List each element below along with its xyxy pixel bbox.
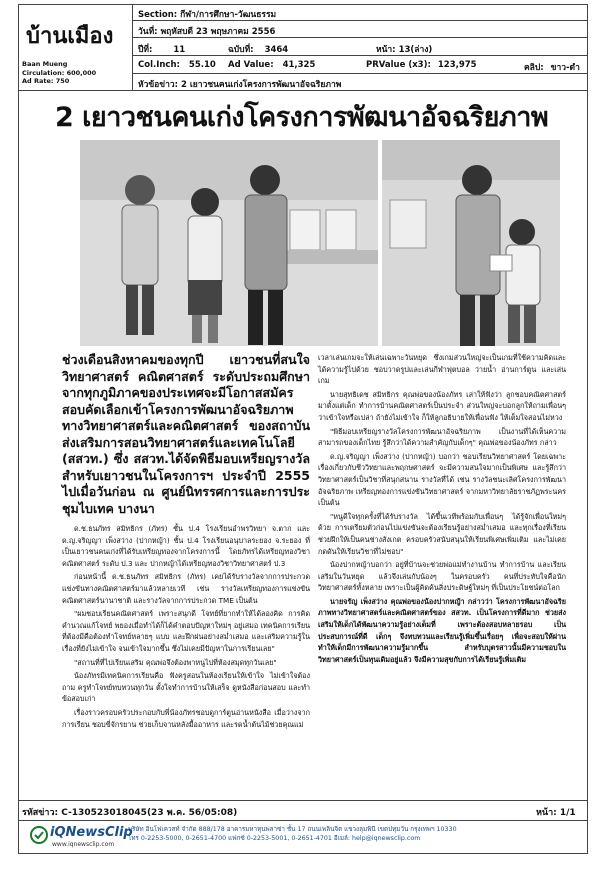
issue-value: 3464 <box>264 45 289 55</box>
paper-meta <box>22 60 96 86</box>
company-info <box>128 825 457 843</box>
header-rule-3 <box>132 55 588 56</box>
left-paragraph: น้องภัทรมีเทคนิคการเรียนคือ ฟังครูสอนในห้องเรียนให้เข้าใจ ไม่เข้าใจต้องถาม ครูทำโจทย์ทบทวนทุกวัน ตั้งใจทำการบ้านให้เสร็จ ดูหนังสือก่อนสอบ และทำข้อสอบเก่า <box>62 671 310 704</box>
colinch-field <box>138 60 216 70</box>
issue-label: ฉบับที่: <box>228 45 254 55</box>
header-rule-2 <box>132 37 588 38</box>
paper-meta-circulation: Circulation: 600,000 <box>22 68 97 77</box>
clip-code: รหัสข่าว: C-130523018045(23 พ.ค. 56/05:08) <box>22 808 238 818</box>
right-paragraph: "หนูดีใจทุกครั้งที่ได้รับรางวัล ได้ขึ้นเวทีพร้อมกับเพื่อนๆ ได้รู้จักเพื่อนใหม่ๆ ด้วย การเตรียมตัวก่อนไปแข่งขันจะต้องเรียนรู้อย่างสม่ำเสมอ และทุกเรื่องที่เรียนช่วยฝึกให้เป็นคนช่างสังเกต ครอบครัวสนับสนุนให้เรียนพิเศษเพิ่มเติม และไม่เคยกดดันให้เรียนวิชาที่ไม่ชอบ" <box>318 511 566 556</box>
clip-label: คลิป: <box>524 63 544 73</box>
section-value: กีฬา/การศึกษา-วัฒนธรรม <box>180 10 277 20</box>
pr-value: 123,975 <box>437 60 477 70</box>
left-paragraph: ด.ช.ธนภัทร สมิทธิกร (ภัทร) ชั้น ป.4 โรงเรียนอำพรวิทยา จ.ตาก และ ด.ญ.จริญญา เพ็งสว่าง (ปากหญ้า) ชั้น ป.4 โรงเรียนอนุบาลระยอง จ.ระยอง ที่เป็นเยาวชนคนเก่งที่ได้รับเหรียญทองจากโครงการนี้ โดยภัทรได้เหรียญทองวิชาคณิตศาสตร์ ระดับ ป.3 และ ปากหญ้าได้เหรียญทองวิชาวิทยาศาสตร์ ป.3 <box>62 524 310 568</box>
adv-field <box>228 60 315 70</box>
right-paragraph: "พิธีมอบเหรียญรางวัลโครงการพัฒนาอัจฉริยภาพ เป็นงานที่ได้เห็นความสามารถของเด็กไทย รู้สึกว่าได้ความสำคัญกับเด็กๆ" คุณพ่อของน้องภัทร กล่าว <box>318 426 566 448</box>
photo-father-son-drawing <box>382 140 560 346</box>
pr-label: PRValue (x3): <box>366 60 431 70</box>
footer-rule <box>18 800 588 801</box>
left-paragraph: เรื่องราวครอบครัวประกอบกับพี่น้องภัทรชอบดูการ์ตูนอ่านหนังสือ เมื่อว่างจากการเรียน ชอบขี่จักรยาน ช่วยเก็บจานหลังมื้ออาหาร และรดน้ำต้นไม้ช่วยคุณแม่ <box>62 707 310 729</box>
year-label: ปีที่: <box>138 45 153 55</box>
colinch-value: 55.10 <box>188 60 216 70</box>
page-label: หน้า: <box>376 45 396 55</box>
brand-url: www.iqnewsclip.com <box>52 841 115 848</box>
iqnewsclip-logo-icon <box>30 826 48 844</box>
year-field <box>138 42 185 56</box>
article-headline: 2 เยาวชนคนเก่งโครงการพัฒนาอัจฉริยภาพ <box>55 102 549 133</box>
right-paragraph-bold: นายจรัญ เพ็งสว่าง คุณพ่อของน้องปากหญ้า กล่าวว่า โครงการพัฒนาอัจฉริยภาพทางวิทยาศาสตร์และคณิตศาสตร์ของ สสวท. เป็นโครงการที่ดีมาก ช่วยส่งเสริมให้เด็กได้พัฒนาความรู้อย่างเต็มที่ เพราะต้องสอบหลายรอบ เป็นประสบการณ์ที่ดี เด็กๆ จึงทบทวนและเรียนรู้เพิ่มขึ้นเรื่อยๆ เพื่อจะสอบให้ผ่าน ทำให้เด็กมีการพัฒนาความรู้มากขึ้น สำหรับบุตรสาวนั้นมีความชอบในวิทยาศาสตร์เป็นทุนเดิมอยู่แล้ว จึงมีความสุขกับการได้เรียนรู้เพิ่มเติม <box>318 596 566 664</box>
footer-rule-2 <box>18 820 588 821</box>
adv-label: Ad Value: <box>228 60 274 70</box>
date-value: พฤหัสบดี 23 พฤษภาคม 2556 <box>160 27 276 37</box>
left-paragraph: "สถานที่ที่ไปเรียนเสริม คุณพ่อจึงต้องพาหนูไปที่ห้องสมุดทุกวันเลย" <box>74 657 277 667</box>
paper-logo: บ้านเมือง <box>26 24 114 49</box>
left-paragraph: ก่อนหน้านี้ ด.ช.ธนภัทร สมิทธิกร (ภัทร) เคยได้รับรางวัลจากการประกวดแข่งขันทางคณิตศาสตร์มาแล้วหลายเวที เช่น รางวัลเหรียญทองการแข่งขันคณิตศาสตร์นานาชาติ และรางวัลจากการประกวด TME เป็นต้น <box>62 572 310 605</box>
article-right-column <box>318 352 566 665</box>
headline-label: หัวข้อข่าว: <box>138 80 179 90</box>
paper-meta-name: Baan Mueng <box>22 60 68 68</box>
clip-header <box>18 4 588 90</box>
header-divider-vertical <box>132 4 133 90</box>
adv-value: 41,325 <box>282 60 316 70</box>
left-paragraph: "ผมชอบเรียนคณิตศาสตร์ เพราะสนุกดี โจทย์ที่ยากทำให้ได้ลองคิด การคิดคำนวณแก้โจทย์ พยองเมื่อทำได้ก็ได้คำตอบปัญหาใหม่ๆ อยู่เสมอ เทคนิคการเรียนที่ต้องมีคือต้องทำโจทย์หลายๆ แบบ และฝึกฝนอย่างสม่ำเสมอ และเสริมความรู้ในเรื่องที่ยังไม่เข้าใจ จนเข้าใจมากขึ้น ซึ่งไม่เคยมีปัญหาในการเรียนเลย" <box>62 609 310 653</box>
pr-field <box>366 60 477 70</box>
date-field <box>138 24 275 38</box>
right-paragraph: ด.ญ.จริญญา เพ็งสว่าง (ปากหญ้า) บอกว่า ชอบเรียนวิทยาศาสตร์ โดยเฉพาะเรื่องเกี่ยวกับชีววิทยาและพฤกษศาสตร์ จะมีความสนใจมากเป็นพิเศษ และรู้สึกว่าวิทยาศาสตร์เป็นวิชาที่สนุกสนาน รางวัลที่ได้ เช่น รางวัลชนะเลิศโครงการพัฒนาอัจฉริยภาพ เหรียญทองการแข่งขันวิทยาศาสตร์ จากมหาวิทยาลัยราชภัฏพระนคร เป็นต้น <box>318 451 566 508</box>
photo-three-people-drawing <box>80 140 378 346</box>
right-paragraph: นายสุทธิเดช สมิทธิกร คุณพ่อของน้องภัทร เล่าให้ฟังว่า ลูกชอบคณิตศาสตร์มาตั้งแต่เด็ก ทำการบ้านคณิตศาสตร์เป็นประจำ ส่วนใหญ่จะบอกลูกให้ถามเพื่อนๆ ว่าเข้าใจหรือเปล่า ถ้ายังไม่เข้าใจ ก็ให้ลูกอธิบายให้เพื่อนฟัง ให้เต็มใจสอนไม่หวง <box>318 389 566 422</box>
clip-value: ขาว-ดำ <box>550 63 580 73</box>
issue-field <box>228 42 288 56</box>
page-value: 13(ล่าง) <box>398 45 433 55</box>
clip-field <box>524 60 580 74</box>
brand-name: iQNewsClip <box>50 825 133 840</box>
article-left-column <box>62 352 310 730</box>
headline-field <box>138 77 341 91</box>
company-line-1: บริษัท อินโฟเควสท์ จำกัด 888/178 อาคารมหาทุนพลาซ่า ชั้น 17 ถนนเพลินจิต แขวงลุมพินี เขตปทุมวัน กรุงเทพฯ 10330 <box>128 826 457 833</box>
page-field <box>376 42 432 56</box>
photo-father-son <box>382 140 560 346</box>
headline-value: 2 เยาวชนคนเก่งโครงการพัฒนาอัจฉริยภาพ <box>181 80 342 90</box>
article-lead: ช่วงเดือนสิงหาคมของทุกปี เยาวชนที่สนใจวิทยาศาสตร์ คณิตศาสตร์ ระดับประถมศึกษาจากทุกภูมิภาคของประเทศจะมีโอกาสสมัครสอบคัดเลือกเข้าโครงการพัฒนาอัจฉริยภาพทางวิทยาศาสตร์และคณิตศาสตร์ ของสถาบันส่งเสริมการสอนวิทยาศาสตร์และเทคโนโลยี (สสวท.) ซึ่ง สสวท.ได้จัดพิธีมอบเหรียญรางวัลสำหรับเยาวชนในโครงการฯ ประจำปี 2555 ไปเมื่อวันก่อน ณ ศูนย์นิทรรศการและการประชุมไบเทค บางนา <box>62 352 310 516</box>
right-paragraph: น้องปากหญ้าบอกว่า อยู่ที่บ้านจะช่วยพ่อแม่ทำงานบ้าน ทำการบ้าน และเรียนเสริมในวันหยุด แล้วจึงเล่นกับน้องๆ ในครอบครัว คนที่ประทับใจคือนักวิทยาศาสตร์ทั้งหลาย เพราะเป็นผู้คิดค้นสิ่งประดิษฐ์ใหม่ๆ ที่เป็นประโยชน์ต่อโลก <box>318 560 566 593</box>
page-count: หน้า: 1/1 <box>536 808 576 818</box>
left-paragraphs <box>62 523 310 730</box>
iqnewsclip-logo <box>30 824 133 850</box>
section-field <box>138 7 276 21</box>
colinch-label: Col.Inch: <box>138 60 180 70</box>
header-rule-4 <box>132 73 588 74</box>
section-label: Section: <box>138 10 178 20</box>
year-value: 11 <box>173 45 186 55</box>
company-line-2: โทร 0-2253-5000, 0-2651-4700 แฟกซ์ 0-2253-5001, 0-2651-4701 อีเมล์: help@iqnewsclip.com <box>128 835 421 842</box>
header-rule-bottom <box>18 90 588 91</box>
right-paragraph: เวลาเล่นเกมจะให้เล่นเฉพาะวันหยุด ซึ่งเกมส่วนใหญ่จะเป็นเกมที่ใช้ความคิดและได้ความรู้ไปด้วย ชอบวาดรูปและเล่นกีฬาฟุตบอล ว่ายน้ำ อ่านการ์ตูน และเล่นเกม <box>318 353 566 386</box>
photo-three-people <box>80 140 378 346</box>
paper-meta-adrate: Ad Rate: 750 <box>22 77 70 85</box>
header-rule-1 <box>132 20 588 21</box>
date-label: วันที่: <box>138 27 158 37</box>
